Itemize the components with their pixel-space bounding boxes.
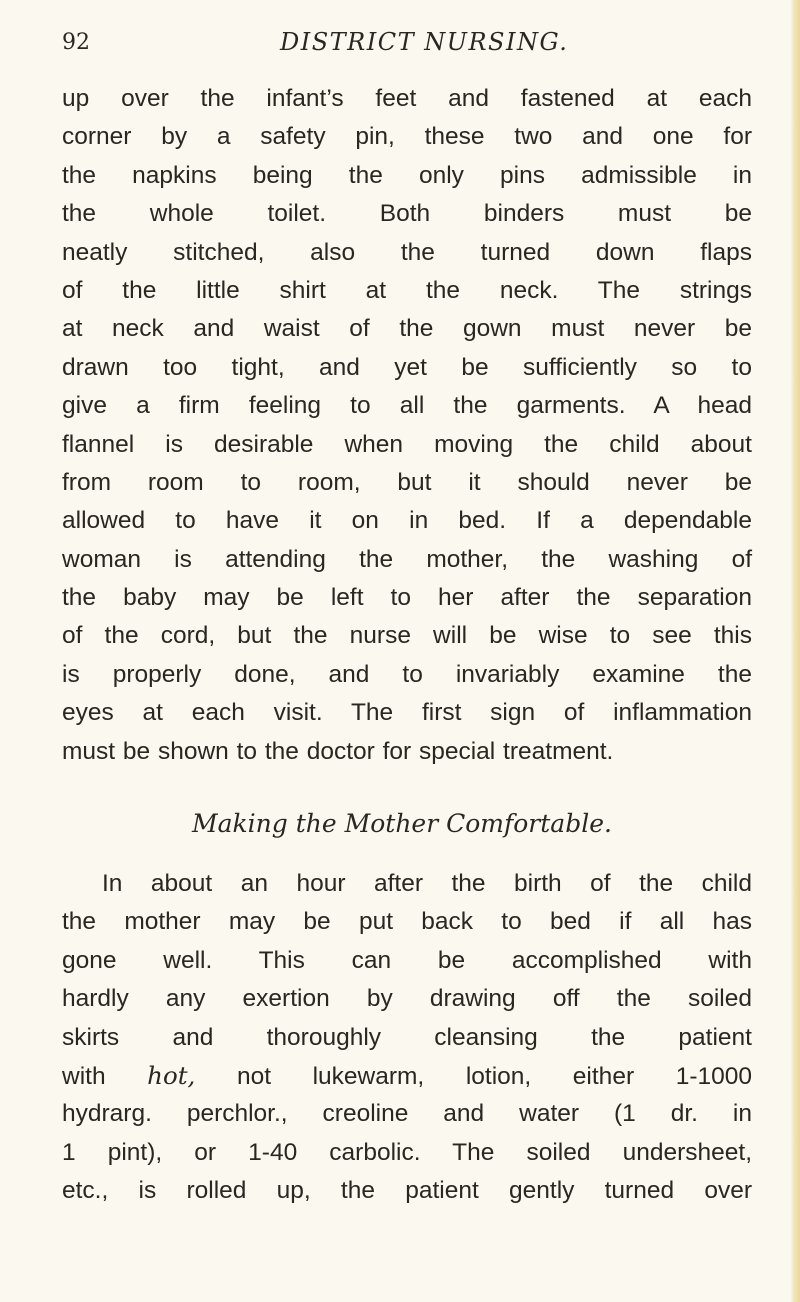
text-line: flannel is desirable when moving the child about [62,430,752,458]
text-line: neatly stitched, also the turned down flaps [62,238,752,266]
italic-word: hot, [147,1060,196,1090]
text-line: the whole toilet. Both binders must be [62,200,752,228]
paragraph-2 [62,865,752,1211]
text-line: of the little shirt at the neck. The strings [62,276,752,304]
text-line: drawn too tight, and yet be sufficiently so to [62,353,752,381]
text-line: eyes at each visit. The first sign of inflammation [62,699,752,727]
page-edge [790,0,800,1302]
text-line: the mother may be put back to bed if all has [62,908,752,936]
text-line-mixed [62,1057,752,1095]
text-fragment: not lukewarm, lotion, either 1-1000 [195,1062,752,1090]
text-line: hardly any exertion by drawing off the soiled [62,985,752,1013]
paragraph-1 [62,80,752,771]
text-line: up over the infant’s feet and fastened at each [62,85,752,112]
text-line: at neck and waist of the gown must never be [62,315,752,343]
body-text [62,80,752,1211]
running-head [62,28,752,68]
page-number: 92 [62,30,90,55]
text-line: is properly done, and to invariably examine the [62,660,752,688]
text-line: etc., is rolled up, the patient gently turned over [62,1177,752,1205]
text-line: corner by a safety pin, these two and one for [62,123,752,151]
text-line: the napkins being the only pins admissible in [62,161,752,189]
text-line: from room to room, but it should never be [62,468,752,496]
running-title: DISTRICT NURSING. [280,28,569,56]
text-line: the baby may be left to her after the separation [62,584,752,612]
text-line: must be shown to the doctor for special treatment. [62,737,614,765]
text-line: hydrarg. perchlor., creoline and water (1 dr. in [62,1100,752,1128]
text-line: allowed to have it on in bed. If a dependable [62,507,752,535]
text-line: woman is attending the mother, the washing of [62,545,752,573]
text-line: of the cord, but the nurse will be wise to see this [62,622,752,650]
text-line: In about an hour after the birth of the child [102,870,752,898]
text-fragment: with [62,1062,148,1090]
text-line: 1 pint), or 1-40 carbolic. The soiled undersheet, [62,1138,752,1166]
text-line: gone well. This can be accomplished with [62,946,752,974]
section-heading: Making the Mother Comfortable. [192,809,612,839]
text-line: give a firm feeling to all the garments. A head [62,392,752,420]
text-line: skirts and thoroughly cleansing the patient [62,1023,752,1051]
